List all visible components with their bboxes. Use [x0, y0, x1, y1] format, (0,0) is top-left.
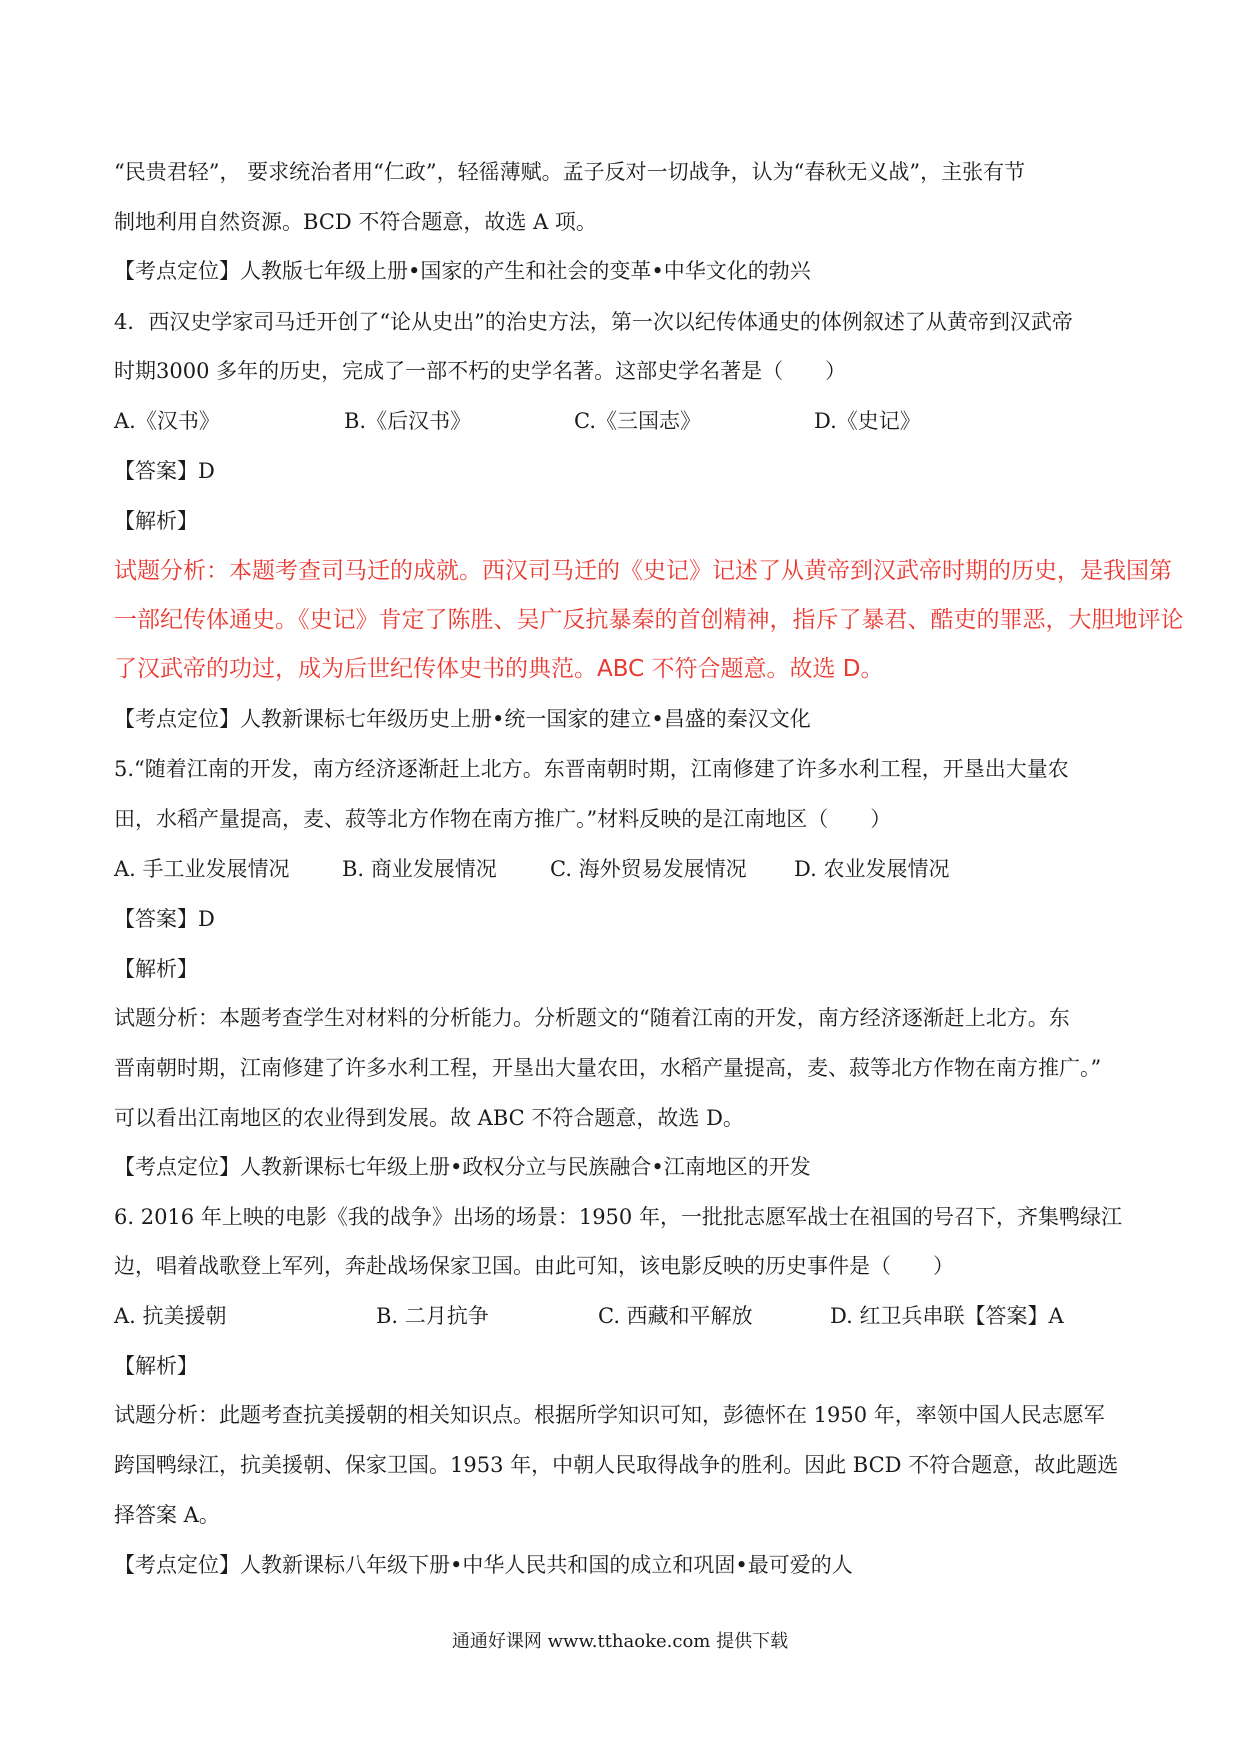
- question-5-options: [114, 854, 1134, 884]
- option-c: C. 海外贸易发展情况: [550, 857, 747, 881]
- option-b: B. 商业发展情况: [342, 857, 497, 881]
- option-c: C.《三国志》: [574, 409, 701, 433]
- option-c: C. 西藏和平解放: [598, 1304, 753, 1328]
- option-a: A.《汉书》: [114, 409, 220, 433]
- option-d: D. 红卫兵串联【答案】A: [830, 1304, 1064, 1328]
- option-d: D. 农业发展情况: [794, 857, 950, 881]
- text-line: 制地利用自然资源。BCD 不符合题意，故选 A 项。: [114, 210, 597, 234]
- analysis-label: 【解析】: [114, 957, 198, 981]
- question-5-text: 5.“随着江南的开发，南方经济逐渐赶上北方。东晋南朝时期，江南修建了许多水利工程，开垦出大量农: [114, 757, 1069, 781]
- question-6-options: [114, 1301, 1134, 1331]
- analysis-highlight: 了汉武帝的功过，成为后世纪传体史书的典范。ABC 不符合题意。故选 D。: [114, 656, 884, 682]
- topic-location: 【考点定位】人教新课标八年级下册•中华人民共和国的成立和巩固•最可爱的人: [114, 1553, 853, 1577]
- analysis-text: 可以看出江南地区的农业得到发展。故 ABC 不符合题意，故选 D。: [114, 1106, 744, 1130]
- analysis-highlight: 试题分析：本题考查司马迁的成就。西汉司马迁的《史记》记述了从黄帝到汉武帝时期的历史，是我国第: [114, 558, 1172, 584]
- analysis-label: 【解析】: [114, 1354, 198, 1378]
- analysis-text: 晋南朝时期，江南修建了许多水利工程，开垦出大量农田，水稻产量提高，麦、菽等北方作物在南方推广。”: [114, 1056, 1102, 1080]
- analysis-text: 试题分析：此题考查抗美援朝的相关知识点。根据所学知识可知，彭德怀在 1950 年，率领中国人民志愿军: [114, 1403, 1105, 1427]
- option-b: B.《后汉书》: [344, 409, 472, 433]
- option-a: A. 抗美援朝: [114, 1304, 227, 1328]
- question-6-text: 边，唱着战歌登上军列，奔赴战场保家卫国。由此可知，该电影反映的历史事件是（ ）: [114, 1254, 954, 1278]
- topic-location: 【考点定位】人教版七年级上册•国家的产生和社会的变革•中华文化的勃兴: [114, 259, 811, 283]
- analysis-text: 试题分析：本题考查学生对材料的分析能力。分析题文的“随着江南的开发，南方经济逐渐赶上北方。东: [114, 1006, 1070, 1030]
- option-b: B. 二月抗争: [376, 1304, 489, 1328]
- question-4-options: [114, 406, 1134, 436]
- option-a: A. 手工业发展情况: [114, 857, 290, 881]
- question-4-text: 4．西汉史学家司马迁开创了“论从史出”的治史方法，第一次以纪传体通史的体例叙述了从黄帝到汉武帝: [114, 310, 1073, 334]
- page-footer: 通通好课网 www.tthaoke.com 提供下载: [451, 1631, 789, 1652]
- analysis-label: 【解析】: [114, 509, 198, 533]
- analysis-text: 跨国鸭绿江，抗美援朝、保家卫国。1953 年，中朝人民取得战争的胜利。因此 BCD 不符合题意，故此题选: [114, 1453, 1119, 1477]
- answer: 【答案】D: [114, 459, 215, 483]
- analysis-highlight: 一部纪传体通史。《史记》肯定了陈胜、吴广反抗暴秦的首创精神，指斥了暴君、酷吏的罪恶，大胆地评论: [114, 607, 1184, 633]
- text-line: “民贵君轻”， 要求统治者用“仁政”，轻徭薄赋。孟子反对一切战争，认为“春秋无义战”，主张有节: [114, 160, 1026, 184]
- answer: 【答案】D: [114, 907, 215, 931]
- topic-location: 【考点定位】人教新课标七年级历史上册•统一国家的建立•昌盛的秦汉文化: [114, 707, 811, 731]
- topic-location: 【考点定位】人教新课标七年级上册•政权分立与民族融合•江南地区的开发: [114, 1155, 811, 1179]
- question-4-text: 时期3000 多年的历史，完成了一部不朽的史学名著。这部史学名著是（ ）: [114, 359, 847, 383]
- question-6-text: 6. 2016 年上映的电影《我的战争》出场的场景：1950 年，一批批志愿军战士在祖国的号召下，齐集鸭绿江: [114, 1205, 1122, 1229]
- option-d: D.《史记》: [814, 409, 921, 433]
- question-5-text: 田，水稻产量提高，麦、菽等北方作物在南方推广。”材料反映的是江南地区（ ）: [114, 807, 892, 831]
- analysis-text: 择答案 A。: [114, 1503, 220, 1527]
